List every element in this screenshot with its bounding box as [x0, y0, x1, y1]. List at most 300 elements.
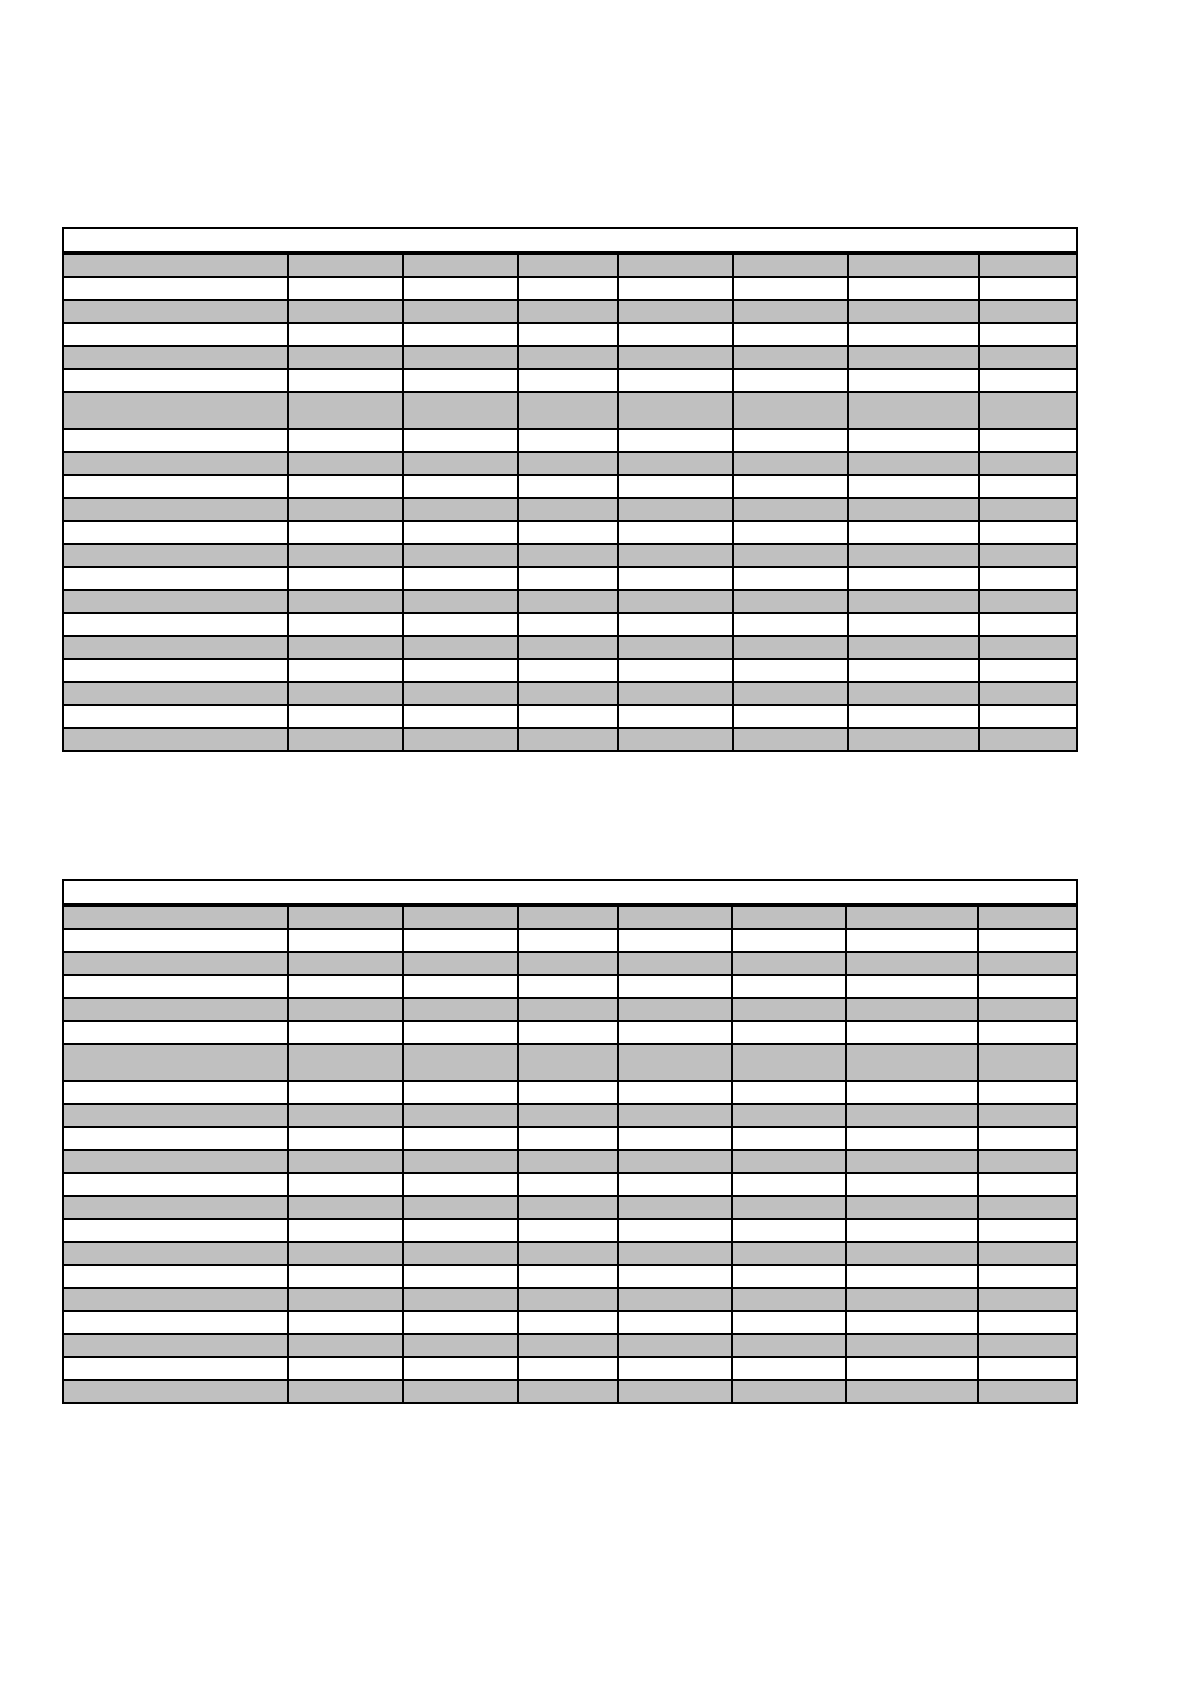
- table-cell[interactable]: [403, 929, 518, 952]
- table-cell[interactable]: [979, 613, 1077, 636]
- table-cell[interactable]: [63, 429, 288, 452]
- table-cell[interactable]: [618, 705, 733, 728]
- table-cell[interactable]: [403, 1044, 518, 1081]
- table-cell[interactable]: [403, 1242, 518, 1265]
- table-cell[interactable]: [732, 1150, 846, 1173]
- table-cell[interactable]: [63, 1380, 288, 1403]
- table-cell[interactable]: [518, 1380, 618, 1403]
- table-cell[interactable]: [63, 1127, 288, 1150]
- table-cell[interactable]: [979, 300, 1077, 323]
- table-cell[interactable]: [618, 498, 733, 521]
- table-cell[interactable]: [63, 498, 288, 521]
- table-cell[interactable]: [733, 452, 848, 475]
- table-cell[interactable]: [978, 905, 1077, 929]
- table-cell[interactable]: [403, 682, 518, 705]
- table-cell[interactable]: [288, 1219, 403, 1242]
- table-cell[interactable]: [63, 1311, 288, 1334]
- table-cell[interactable]: [288, 1150, 403, 1173]
- table-cell[interactable]: [732, 1044, 846, 1081]
- table-cell[interactable]: [63, 682, 288, 705]
- table-cell[interactable]: [848, 369, 979, 392]
- table-cell[interactable]: [978, 929, 1077, 952]
- table-cell[interactable]: [518, 498, 618, 521]
- table-cell[interactable]: [978, 1219, 1077, 1242]
- table-cell[interactable]: [288, 392, 403, 429]
- table-cell[interactable]: [978, 1173, 1077, 1196]
- table-cell[interactable]: [63, 1173, 288, 1196]
- table-cell[interactable]: [848, 429, 979, 452]
- table-cell[interactable]: [288, 728, 403, 751]
- table-cell[interactable]: [403, 1265, 518, 1288]
- table-cell[interactable]: [978, 1265, 1077, 1288]
- table-cell[interactable]: [403, 452, 518, 475]
- table-cell[interactable]: [732, 1311, 846, 1334]
- table-cell[interactable]: [618, 475, 733, 498]
- table-cell[interactable]: [733, 659, 848, 682]
- table-cell[interactable]: [518, 1242, 618, 1265]
- table-cell[interactable]: [403, 659, 518, 682]
- table-cell[interactable]: [979, 475, 1077, 498]
- table-cell[interactable]: [288, 952, 403, 975]
- table-cell[interactable]: [618, 346, 733, 369]
- table-cell[interactable]: [288, 498, 403, 521]
- table-cell[interactable]: [979, 521, 1077, 544]
- table-cell[interactable]: [288, 1127, 403, 1150]
- table-cell[interactable]: [848, 590, 979, 613]
- table-cell[interactable]: [403, 728, 518, 751]
- table-cell[interactable]: [518, 1311, 618, 1334]
- table-cell[interactable]: [403, 952, 518, 975]
- table-cell[interactable]: [288, 452, 403, 475]
- table-cell[interactable]: [978, 975, 1077, 998]
- table-cell[interactable]: [618, 1044, 732, 1081]
- table-cell[interactable]: [846, 1288, 978, 1311]
- table-cell[interactable]: [848, 521, 979, 544]
- table-cell[interactable]: [618, 369, 733, 392]
- table-cell[interactable]: [846, 929, 978, 952]
- table-cell[interactable]: [979, 659, 1077, 682]
- table-cell[interactable]: [846, 1104, 978, 1127]
- table-cell[interactable]: [732, 1242, 846, 1265]
- table-cell[interactable]: [63, 590, 288, 613]
- table-cell[interactable]: [618, 728, 733, 751]
- table-cell[interactable]: [848, 567, 979, 590]
- table-cell[interactable]: [846, 1380, 978, 1403]
- table-cell[interactable]: [618, 659, 733, 682]
- table-cell[interactable]: [403, 346, 518, 369]
- table-cell[interactable]: [403, 498, 518, 521]
- table-cell[interactable]: [618, 1219, 732, 1242]
- table-cell[interactable]: [979, 346, 1077, 369]
- table-cell[interactable]: [518, 277, 618, 300]
- table-cell[interactable]: [63, 1021, 288, 1044]
- table-cell[interactable]: [63, 253, 288, 277]
- table-cell[interactable]: [846, 1044, 978, 1081]
- table-cell[interactable]: [733, 253, 848, 277]
- table-cell[interactable]: [733, 392, 848, 429]
- table-cell[interactable]: [63, 1104, 288, 1127]
- table-cell[interactable]: [63, 1150, 288, 1173]
- table-cell[interactable]: [846, 1265, 978, 1288]
- table-cell[interactable]: [846, 998, 978, 1021]
- table-cell[interactable]: [518, 544, 618, 567]
- table-cell[interactable]: [848, 705, 979, 728]
- table-cell[interactable]: [288, 705, 403, 728]
- table-cell[interactable]: [733, 590, 848, 613]
- table-cell[interactable]: [848, 682, 979, 705]
- table-cell[interactable]: [846, 1021, 978, 1044]
- table-cell[interactable]: [733, 323, 848, 346]
- table-cell[interactable]: [618, 1311, 732, 1334]
- table-cell[interactable]: [63, 392, 288, 429]
- table-cell[interactable]: [733, 498, 848, 521]
- table-cell[interactable]: [518, 392, 618, 429]
- table-cell[interactable]: [288, 475, 403, 498]
- table-cell[interactable]: [732, 1021, 846, 1044]
- table-cell[interactable]: [288, 323, 403, 346]
- table-cell[interactable]: [733, 346, 848, 369]
- table-cell[interactable]: [518, 429, 618, 452]
- table-cell[interactable]: [979, 705, 1077, 728]
- table-cell[interactable]: [732, 1127, 846, 1150]
- table-cell[interactable]: [403, 544, 518, 567]
- table-cell[interactable]: [403, 1196, 518, 1219]
- table-cell[interactable]: [63, 452, 288, 475]
- table-cell[interactable]: [518, 1357, 618, 1380]
- table-cell[interactable]: [979, 429, 1077, 452]
- table-cell[interactable]: [733, 544, 848, 567]
- table-cell[interactable]: [403, 590, 518, 613]
- table-cell[interactable]: [518, 1150, 618, 1173]
- table-cell[interactable]: [288, 682, 403, 705]
- table-cell[interactable]: [288, 1196, 403, 1219]
- table-cell[interactable]: [288, 1173, 403, 1196]
- table-cell[interactable]: [618, 300, 733, 323]
- table-cell[interactable]: [288, 1357, 403, 1380]
- table-cell[interactable]: [618, 1150, 732, 1173]
- table-cell[interactable]: [846, 975, 978, 998]
- table-cell[interactable]: [63, 1044, 288, 1081]
- table-cell[interactable]: [403, 429, 518, 452]
- table-cell[interactable]: [733, 429, 848, 452]
- table-cell[interactable]: [403, 1334, 518, 1357]
- table-cell[interactable]: [848, 475, 979, 498]
- table-cell[interactable]: [978, 1150, 1077, 1173]
- table-cell[interactable]: [288, 1104, 403, 1127]
- table-cell[interactable]: [518, 475, 618, 498]
- table-cell[interactable]: [518, 1219, 618, 1242]
- table-cell[interactable]: [403, 998, 518, 1021]
- table-cell[interactable]: [732, 929, 846, 952]
- table-cell[interactable]: [733, 369, 848, 392]
- table-cell[interactable]: [618, 952, 732, 975]
- table-cell[interactable]: [979, 323, 1077, 346]
- table-cell[interactable]: [288, 636, 403, 659]
- table-cell[interactable]: [288, 613, 403, 636]
- table-cell[interactable]: [732, 1357, 846, 1380]
- table-cell[interactable]: [978, 1334, 1077, 1357]
- table-cell[interactable]: [518, 705, 618, 728]
- table-cell[interactable]: [403, 369, 518, 392]
- table-cell[interactable]: [288, 429, 403, 452]
- table-cell[interactable]: [733, 475, 848, 498]
- table-cell[interactable]: [846, 1334, 978, 1357]
- table-cell[interactable]: [846, 1081, 978, 1104]
- table-cell[interactable]: [63, 521, 288, 544]
- table-cell[interactable]: [518, 975, 618, 998]
- table-cell[interactable]: [288, 1311, 403, 1334]
- table-cell[interactable]: [288, 253, 403, 277]
- table-cell[interactable]: [848, 323, 979, 346]
- table-cell[interactable]: [618, 905, 732, 929]
- table-cell[interactable]: [403, 1173, 518, 1196]
- table-cell[interactable]: [846, 1150, 978, 1173]
- table-cell[interactable]: [518, 1127, 618, 1150]
- table-cell[interactable]: [288, 521, 403, 544]
- table-cell[interactable]: [618, 1265, 732, 1288]
- table-cell[interactable]: [732, 952, 846, 975]
- table-cell[interactable]: [848, 392, 979, 429]
- table-cell[interactable]: [518, 1196, 618, 1219]
- table-cell[interactable]: [618, 998, 732, 1021]
- table-cell[interactable]: [618, 429, 733, 452]
- table-cell[interactable]: [63, 636, 288, 659]
- table-cell[interactable]: [518, 613, 618, 636]
- table-cell[interactable]: [518, 567, 618, 590]
- table-cell[interactable]: [518, 1104, 618, 1127]
- table-cell[interactable]: [63, 929, 288, 952]
- table-cell[interactable]: [518, 1334, 618, 1357]
- table-cell[interactable]: [63, 1242, 288, 1265]
- table-cell[interactable]: [618, 1196, 732, 1219]
- table-cell[interactable]: [618, 682, 733, 705]
- table-cell[interactable]: [63, 1219, 288, 1242]
- table-cell[interactable]: [979, 369, 1077, 392]
- table-cell[interactable]: [618, 392, 733, 429]
- table-cell[interactable]: [732, 975, 846, 998]
- table-cell[interactable]: [978, 1104, 1077, 1127]
- table-cell[interactable]: [288, 544, 403, 567]
- table-cell[interactable]: [618, 452, 733, 475]
- table-cell[interactable]: [978, 1081, 1077, 1104]
- table-cell[interactable]: [618, 1380, 732, 1403]
- table-cell[interactable]: [288, 1288, 403, 1311]
- table-cell[interactable]: [618, 1173, 732, 1196]
- table-cell[interactable]: [732, 1288, 846, 1311]
- table-cell[interactable]: [518, 369, 618, 392]
- table-cell[interactable]: [63, 300, 288, 323]
- table-cell[interactable]: [618, 323, 733, 346]
- table-cell[interactable]: [288, 1242, 403, 1265]
- table-cell[interactable]: [846, 1357, 978, 1380]
- table-cell[interactable]: [288, 1044, 403, 1081]
- table-cell[interactable]: [403, 1357, 518, 1380]
- table-cell[interactable]: [846, 1311, 978, 1334]
- table-cell[interactable]: [518, 952, 618, 975]
- table-cell[interactable]: [618, 590, 733, 613]
- table-cell[interactable]: [733, 636, 848, 659]
- table-cell[interactable]: [403, 636, 518, 659]
- table-cell[interactable]: [63, 1081, 288, 1104]
- table-cell[interactable]: [979, 728, 1077, 751]
- table-cell[interactable]: [63, 1196, 288, 1219]
- table-cell[interactable]: [732, 1219, 846, 1242]
- table-cell[interactable]: [63, 1357, 288, 1380]
- table-cell[interactable]: [403, 277, 518, 300]
- table-cell[interactable]: [63, 544, 288, 567]
- table-cell[interactable]: [618, 613, 733, 636]
- table-cell[interactable]: [518, 998, 618, 1021]
- table-cell[interactable]: [848, 498, 979, 521]
- table-cell[interactable]: [403, 1127, 518, 1150]
- table-cell[interactable]: [979, 544, 1077, 567]
- table-cell[interactable]: [732, 998, 846, 1021]
- table-cell[interactable]: [979, 590, 1077, 613]
- table-cell[interactable]: [518, 728, 618, 751]
- table-cell[interactable]: [518, 253, 618, 277]
- table-cell[interactable]: [979, 567, 1077, 590]
- table-cell[interactable]: [403, 613, 518, 636]
- table-cell[interactable]: [848, 277, 979, 300]
- table-cell[interactable]: [63, 277, 288, 300]
- table-cell[interactable]: [518, 1173, 618, 1196]
- table-cell[interactable]: [732, 905, 846, 929]
- table-cell[interactable]: [848, 300, 979, 323]
- table-cell[interactable]: [618, 1288, 732, 1311]
- table-cell[interactable]: [846, 1196, 978, 1219]
- table-cell[interactable]: [288, 1265, 403, 1288]
- table-cell[interactable]: [732, 1173, 846, 1196]
- table-cell[interactable]: [403, 1021, 518, 1044]
- table-cell[interactable]: [288, 346, 403, 369]
- table-cell[interactable]: [518, 452, 618, 475]
- table-cell[interactable]: [618, 521, 733, 544]
- table-cell[interactable]: [288, 998, 403, 1021]
- table-cell[interactable]: [518, 1021, 618, 1044]
- table-cell[interactable]: [978, 1044, 1077, 1081]
- table-cell[interactable]: [979, 636, 1077, 659]
- table-cell[interactable]: [618, 1081, 732, 1104]
- table-cell[interactable]: [63, 728, 288, 751]
- table-cell[interactable]: [403, 253, 518, 277]
- table-cell[interactable]: [288, 1021, 403, 1044]
- table-cell[interactable]: [848, 636, 979, 659]
- table-cell[interactable]: [63, 1288, 288, 1311]
- table-cell[interactable]: [63, 1265, 288, 1288]
- table-cell[interactable]: [618, 544, 733, 567]
- table-cell[interactable]: [733, 277, 848, 300]
- table-cell[interactable]: [63, 475, 288, 498]
- table-cell[interactable]: [618, 929, 732, 952]
- table-cell[interactable]: [403, 567, 518, 590]
- table-cell[interactable]: [403, 705, 518, 728]
- table-cell[interactable]: [978, 1311, 1077, 1334]
- table-cell[interactable]: [978, 1196, 1077, 1219]
- table-cell[interactable]: [518, 1265, 618, 1288]
- table-cell[interactable]: [63, 659, 288, 682]
- table-cell[interactable]: [518, 590, 618, 613]
- table-cell[interactable]: [979, 253, 1077, 277]
- table-cell[interactable]: [979, 498, 1077, 521]
- table-cell[interactable]: [288, 300, 403, 323]
- table-cell[interactable]: [288, 1334, 403, 1357]
- table-cell[interactable]: [518, 1044, 618, 1081]
- table-cell[interactable]: [978, 1242, 1077, 1265]
- table-cell[interactable]: [288, 277, 403, 300]
- table-cell[interactable]: [288, 1081, 403, 1104]
- table-cell[interactable]: [518, 929, 618, 952]
- table-cell[interactable]: [978, 952, 1077, 975]
- table-cell[interactable]: [618, 1242, 732, 1265]
- table-cell[interactable]: [518, 1288, 618, 1311]
- table-cell[interactable]: [403, 300, 518, 323]
- table-cell[interactable]: [732, 1380, 846, 1403]
- table-cell[interactable]: [288, 369, 403, 392]
- table-cell[interactable]: [63, 1334, 288, 1357]
- table-cell[interactable]: [733, 728, 848, 751]
- table-cell[interactable]: [732, 1081, 846, 1104]
- table-cell[interactable]: [978, 1021, 1077, 1044]
- table-cell[interactable]: [518, 905, 618, 929]
- table-cell[interactable]: [732, 1265, 846, 1288]
- table-cell[interactable]: [63, 323, 288, 346]
- table-cell[interactable]: [518, 323, 618, 346]
- table-cell[interactable]: [848, 659, 979, 682]
- table-cell[interactable]: [403, 905, 518, 929]
- table-cell[interactable]: [288, 929, 403, 952]
- table-cell[interactable]: [63, 613, 288, 636]
- table-cell[interactable]: [733, 705, 848, 728]
- table-cell[interactable]: [846, 1219, 978, 1242]
- table-cell[interactable]: [732, 1334, 846, 1357]
- table-cell[interactable]: [403, 392, 518, 429]
- table-cell[interactable]: [518, 300, 618, 323]
- table-cell[interactable]: [618, 1021, 732, 1044]
- table-cell[interactable]: [846, 1242, 978, 1265]
- table-cell[interactable]: [63, 975, 288, 998]
- table-cell[interactable]: [846, 952, 978, 975]
- table-cell[interactable]: [979, 682, 1077, 705]
- table-cell[interactable]: [978, 1357, 1077, 1380]
- table-cell[interactable]: [618, 975, 732, 998]
- table-cell[interactable]: [403, 975, 518, 998]
- table-cell[interactable]: [733, 300, 848, 323]
- table-cell[interactable]: [618, 253, 733, 277]
- table-cell[interactable]: [618, 636, 733, 659]
- table-cell[interactable]: [403, 1311, 518, 1334]
- table-cell[interactable]: [288, 1380, 403, 1403]
- table-cell[interactable]: [288, 975, 403, 998]
- table-cell[interactable]: [618, 277, 733, 300]
- table-cell[interactable]: [846, 905, 978, 929]
- table-cell[interactable]: [63, 998, 288, 1021]
- table-cell[interactable]: [518, 659, 618, 682]
- table-cell[interactable]: [288, 590, 403, 613]
- table-cell[interactable]: [846, 1173, 978, 1196]
- table-cell[interactable]: [979, 277, 1077, 300]
- table-cell[interactable]: [618, 1357, 732, 1380]
- table-cell[interactable]: [288, 905, 403, 929]
- table-cell[interactable]: [978, 998, 1077, 1021]
- table-cell[interactable]: [848, 728, 979, 751]
- table-cell[interactable]: [733, 521, 848, 544]
- table-cell[interactable]: [733, 613, 848, 636]
- table-cell[interactable]: [403, 475, 518, 498]
- table-cell[interactable]: [518, 521, 618, 544]
- table-cell[interactable]: [618, 1334, 732, 1357]
- table-cell[interactable]: [518, 636, 618, 659]
- table-cell[interactable]: [403, 521, 518, 544]
